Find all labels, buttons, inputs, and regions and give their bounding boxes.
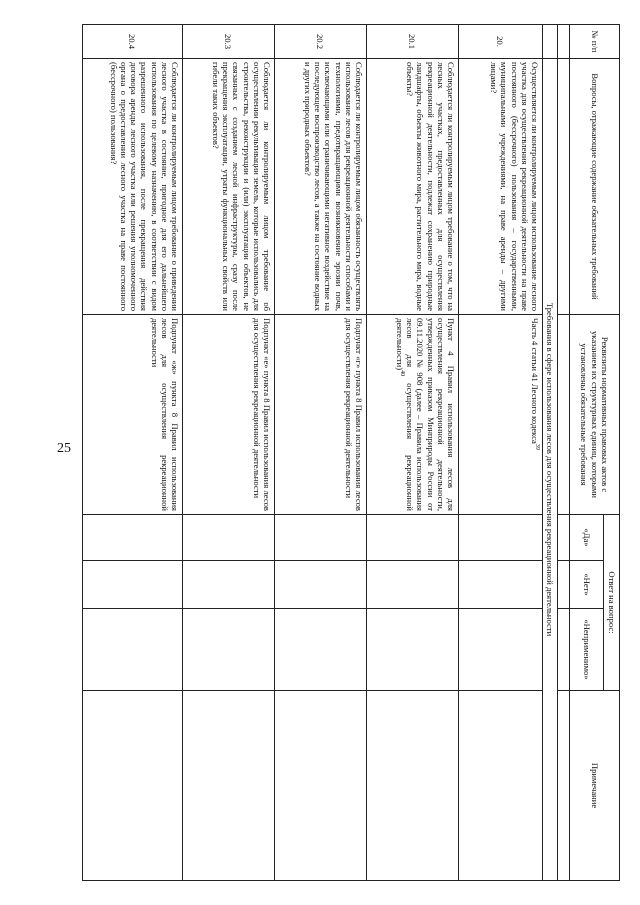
row-number: 20. [458, 25, 542, 59]
row-question: Соблюдается ли контролируемым лицом требование о приведении лесного участка в состояние, пригодное для его дальнейшего использования по целевому назначению, в соответствии с видом разрешенного использования, после прекращения действия договора аренды лесного участка или решения уполномоченного органа о предоставлении лесного участка на праве постоянного (бессрочного) пользования? [82, 59, 182, 315]
header-note: Примечание [570, 691, 620, 881]
header-num: № п/п [570, 25, 620, 59]
table-row [458, 25, 542, 881]
answer-yes-cell[interactable] [82, 515, 182, 561]
row-number: 20.2 [274, 25, 366, 59]
header-na: «Неприменимо» [570, 609, 604, 691]
answer-na-cell[interactable] [458, 609, 542, 691]
header-question: Вопросы, отражающие содержание обязательных требований [570, 59, 620, 315]
index-cell [558, 691, 570, 881]
answer-na-cell[interactable] [366, 609, 458, 691]
row-number: 20.1 [366, 25, 458, 59]
answer-no-cell[interactable] [274, 561, 366, 609]
answer-na-cell[interactable] [182, 609, 274, 691]
row-requisites: Подпункт «г» пункта 8 Правил использования лесов для осуществления рекреационной деятельности [274, 315, 366, 515]
index-cell [558, 561, 570, 609]
section-num-cell [542, 25, 557, 59]
index-cell [558, 25, 570, 59]
answer-yes-cell[interactable] [182, 515, 274, 561]
table-row [182, 25, 274, 881]
row-question: Соблюдается ли контролируемым лицом требование о том, что на лесных участках, предоставленных для осуществления рекреационной деятельности, подлежат сохранению природные ландшафты, объекты животного мира, растительного мира, водные объекты? [366, 59, 458, 315]
table-row [82, 25, 182, 881]
row-question: Соблюдается ли контролируемым лицом требование об осуществлении рекультивации земель, которые использовались для строительства, реконструкции и (или) эксплуатации объектов, не связанных с созданием лесной инфраструктуры, сразу после прекращения эксплуатации, утраты функциональных свойств или гибели таких объектов? [182, 59, 274, 315]
requisites-text: Пункт 4 Правил использования лесов для осуществления рекреационной деятельности, утвержденных приказом Минприроды России от 09.11.2020 № 908 (далее – Правила использования лесов для осуществления рекреационной деятельности) [395, 318, 456, 511]
section-row [542, 25, 557, 881]
index-cell [558, 315, 570, 515]
index-cell [558, 59, 570, 315]
section-title: Требования в сфере использования лесов для осуществления рекреационной деятельности [542, 59, 557, 881]
note-cell[interactable] [82, 691, 182, 881]
table-row [366, 25, 458, 881]
requisites-text: Часть 4 статьи 41 Лесного кодекса [529, 318, 540, 444]
row-requisites: Подпункт «ж» пункта 8 Правил использования лесов для осуществления рекреационной деятельности [82, 315, 182, 515]
index-cell [558, 515, 570, 561]
row-number: 20.3 [182, 25, 274, 59]
requirements-table [82, 24, 620, 881]
header-requisites: Реквизиты нормативных правовых актов с указанием их структурных единиц, которыми установлены обязательные требования [570, 315, 620, 515]
answer-yes-cell[interactable] [274, 515, 366, 561]
header-yes: «Да» [570, 515, 604, 561]
answer-no-cell[interactable] [82, 561, 182, 609]
row-question: Осуществляется ли контролируемым лицом использование лесного участка для осуществления рекреационной деятельности на праве постоянного (бессрочного) пользования – государственными, муниципальными учреждениями, на праве аренды – другими лицами? [458, 59, 542, 315]
answer-yes-cell[interactable] [366, 515, 458, 561]
answer-no-cell[interactable] [458, 561, 542, 609]
row-requisites [458, 315, 542, 515]
page-number: 25 [57, 441, 71, 456]
footnote-ref: 39 [533, 443, 540, 450]
answer-no-cell[interactable] [182, 561, 274, 609]
footnote-ref: 40 [399, 370, 406, 377]
answer-yes-cell[interactable] [458, 515, 542, 561]
answer-no-cell[interactable] [366, 561, 458, 609]
note-cell[interactable] [182, 691, 274, 881]
table-row [274, 25, 366, 881]
header-row-top [604, 25, 620, 881]
answer-na-cell[interactable] [274, 609, 366, 691]
row-requisites [366, 315, 458, 515]
header-answer: Ответ на вопрос: [604, 515, 620, 691]
row-requisites: Подпункт «е» пункта 8 Правил использования лесов для осуществления рекреационной деятельности [182, 315, 274, 515]
row-question: Соблюдается ли контролируемым лицом обязанность осуществлять использование лесов для рекреационной деятельности способами и технологиями, предотвращающими возникновение эрозии почв, исключающими или ограничивающими негативное воздействие на последующее воспроизводство лесов, а также на состояние водных и других природных объектов? [274, 59, 366, 315]
note-cell[interactable] [458, 691, 542, 881]
note-cell[interactable] [366, 691, 458, 881]
header-no: «Нет» [570, 561, 604, 609]
row-number: 20.4 [82, 25, 182, 59]
index-row [558, 25, 570, 881]
rotated-table-container [109, 24, 620, 880]
index-cell [558, 609, 570, 691]
note-cell[interactable] [274, 691, 366, 881]
answer-na-cell[interactable] [82, 609, 182, 691]
